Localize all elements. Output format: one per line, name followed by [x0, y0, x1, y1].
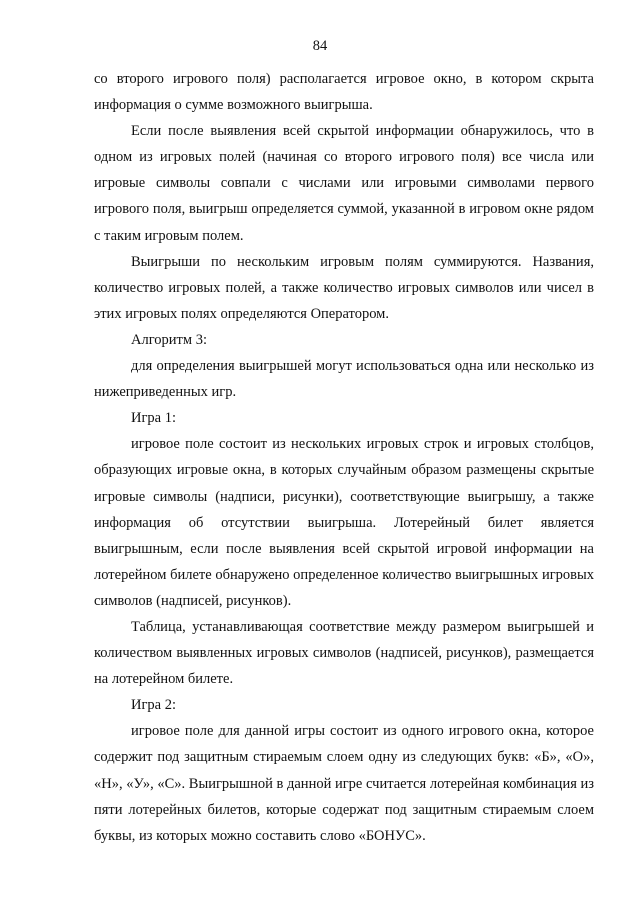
paragraph-game-1: игровое поле состоит из нескольких игровых строк и игровых столбцов, образующих игровые окна, в которых случайным образом размещены скрытые игровые символы (надписи, рисунки), соответствующие выигрышу, а также информация об отсутствии выигрыша. Лотерейный билет является выигрышным, если после выявления всей скрытой игровой информации на лотерейном билете обнаружено определенное количество выигрышных игровых символов (надписей, рисунков).: [94, 436, 594, 609]
paragraph-game-2: игровое поле для данной игры состоит из одного игрового окна, которое содержит под защитным стираемым слоем одну из следующих букв: «Б», «О», «Н», «У», «С». Выигрышной в данной игре считается лотерейная комбинация из пяти лотерейных билетов, которые содержат под защитным стираемым слоем буквы, из которых можно составить слово «БОНУС».: [94, 723, 594, 844]
heading-game-1: Игра 1:: [131, 410, 177, 427]
paragraph-summation: Выигрыши по нескольким игровым полям суммируются. Названия, количество игровых полей, а также количество игровых символов или чисел в этих игровых полях определяются Оператором.: [94, 253, 594, 322]
paragraph-prize-table: Таблица, устанавливающая соответствие между размером выигрышей и количеством выявленных игровых символов (надписей, рисунков), размещается на лотерейном билете.: [94, 618, 594, 688]
heading-game-2: Игра 2:: [131, 697, 177, 714]
heading-algorithm-3: Алгоритм 3:: [131, 331, 207, 348]
paragraph-algorithm-3-intro: для определения выигрышей могут использоваться одна или несколько из нижеприведенных игр.: [94, 358, 594, 401]
page-number: 84: [312, 38, 328, 54]
page-body: [94, 66, 594, 849]
paragraph-matching-rule: Если после выявления всей скрытой информации обнаружилось, что в одном из игровых полей (начиная со второго игрового поля) все числа или игровые символы совпали с числами или игровыми символами первого игрового поля, выигрыш определяется суммой, указанной в игровом окне рядом с таким игровым полем.: [94, 123, 594, 244]
paragraph-continuation: со второго игрового поля) располагается игровое окно, в котором скрыта информация о сумме возможного выигрыша.: [94, 71, 594, 114]
